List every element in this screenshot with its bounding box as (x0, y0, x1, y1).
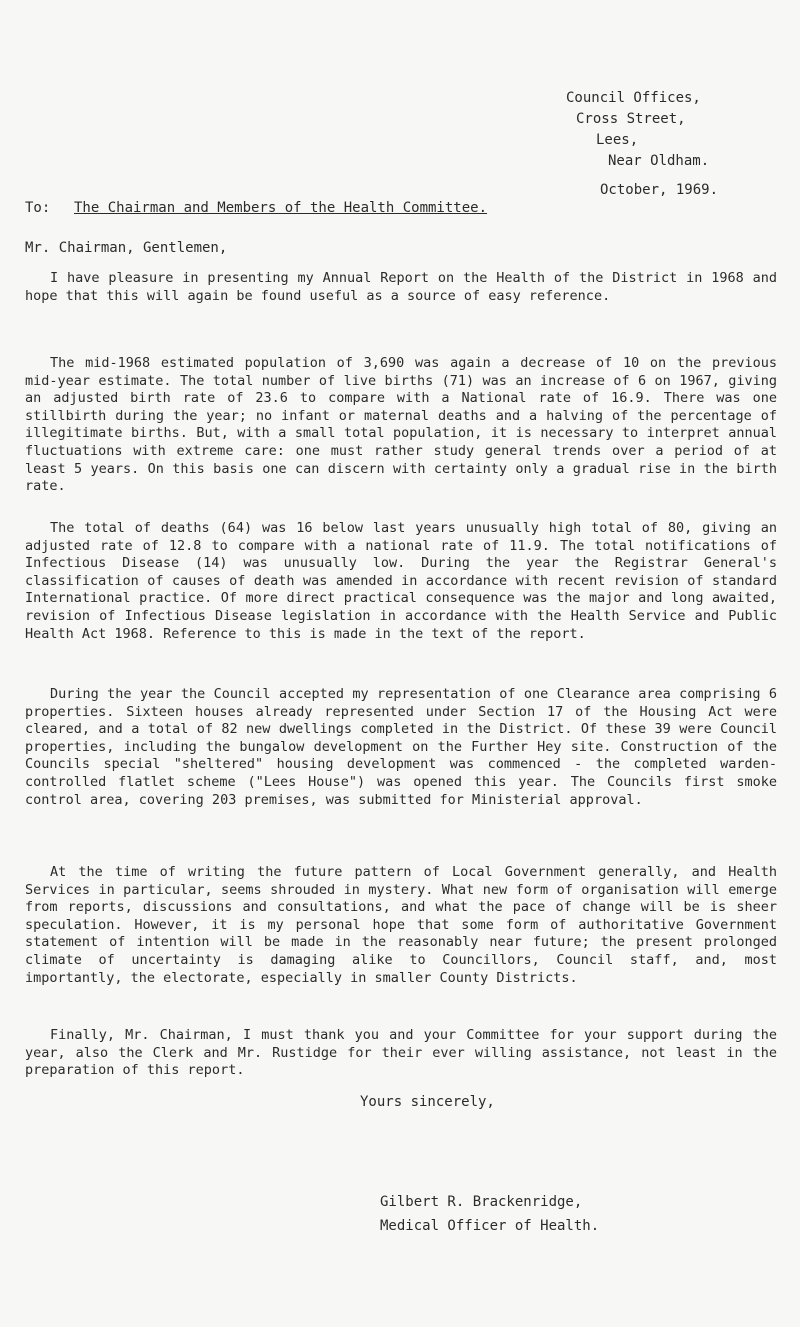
salutation: Mr. Chairman, Gentlemen, (25, 240, 228, 256)
signature-block (380, 1190, 599, 1238)
address-line-4: Near Oldham. (608, 153, 710, 169)
paragraph-text: At the time of writing the future pattern of Local Government generally, and Health Services in particular, seems shrouded in mystery. What new form of organisation will emerge from reports, discussions and consultations, and what the pace of change will be is sheer speculation. However, it is my personal hope that some form of authoritative Government statement of intention will be made in the reasonably near future; the present prolonged climate of uncertainty is damaging alike to Councillors, Council staff, and, most importantly, the electorate, especially in smaller County Districts. (25, 864, 777, 986)
signatory-title: Medical Officer of Health. (380, 1218, 600, 1234)
paragraph-text: The mid-1968 estimated population of 3,690 was again a decrease of 10 on the previous mid-year estimate. The total number of live births (71) was an increase of 6 on 1967, giving an adjusted birth rate of 23.6 to compare with a National rate of 16.9. There was one stillbirth during the year; no infant or maternal deaths and a halving of the percentage of illegitimate births. But, with a small total population, it is necessary to interpret annual fluctuations with extreme care: one must rather study general trends over a period of at least 5 years. On this basis one can discern with certainty only a gradual rise in the birth rate. (25, 355, 777, 495)
paragraph-text: Finally, Mr. Chairman, I must thank you and your Committee for your support during the year, also the Clerk and Mr. Rustidge for their ever willing assistance, not least in the preparation of this report. (25, 1027, 777, 1079)
signatory-name: Gilbert R. Brackenridge, (380, 1194, 583, 1210)
sender-address (566, 88, 709, 172)
paragraph-deaths (25, 520, 777, 643)
letter-date: October, 1969. (600, 182, 719, 198)
address-line-2: Cross Street, (576, 111, 686, 127)
paragraph-text: During the year the Council accepted my representation of one Clearance area comprising 6 properties. Sixteen houses already represented under Section 17 of the Housing Act were cleared, and a total of 82 new dwellings completed in the District. Of these 39 were Council properties, including the bungalow development on the Further Hey site. Construction of the Councils special "sheltered" housing development was commenced - the completed warden-controlled flatlet scheme ("Lees House") was opened this year. The Councils first smoke control area, covering 203 premises, was submitted for Ministerial approval. (25, 686, 777, 808)
paragraph-housing (25, 686, 777, 809)
recipient-label: To: (25, 200, 51, 216)
closing: Yours sincerely, (360, 1094, 495, 1110)
recipient-text: The Chairman and Members of the Health Committee. (74, 200, 488, 216)
paragraph-intro (25, 270, 777, 305)
paragraph-text: I have pleasure in presenting my Annual Report on the Health of the District in 1968 and hope that this will again be found useful as a source of easy reference. (25, 270, 777, 304)
paragraph-text: The total of deaths (64) was 16 below last years unusually high total of 80, giving an adjusted rate of 12.8 to compare with a national rate of 11.9. The total notifications of Infectious Disease (14) was unusually low. During the year the Registrar General's classification of causes of death was amended in accordance with recent revision of standard International practice. Of more direct practical consequence was the major and long awaited, revision of Infectious Disease legislation in accordance with the Health Service and Public Health Act 1968. Reference to this is made in the text of the report. (25, 520, 777, 642)
address-line-1: Council Offices, (566, 90, 701, 106)
recipient-line (25, 200, 487, 216)
paragraph-local-government (25, 864, 777, 987)
address-line-3: Lees, (596, 132, 639, 148)
paragraph-population (25, 355, 777, 496)
paragraph-thanks (25, 1027, 777, 1080)
